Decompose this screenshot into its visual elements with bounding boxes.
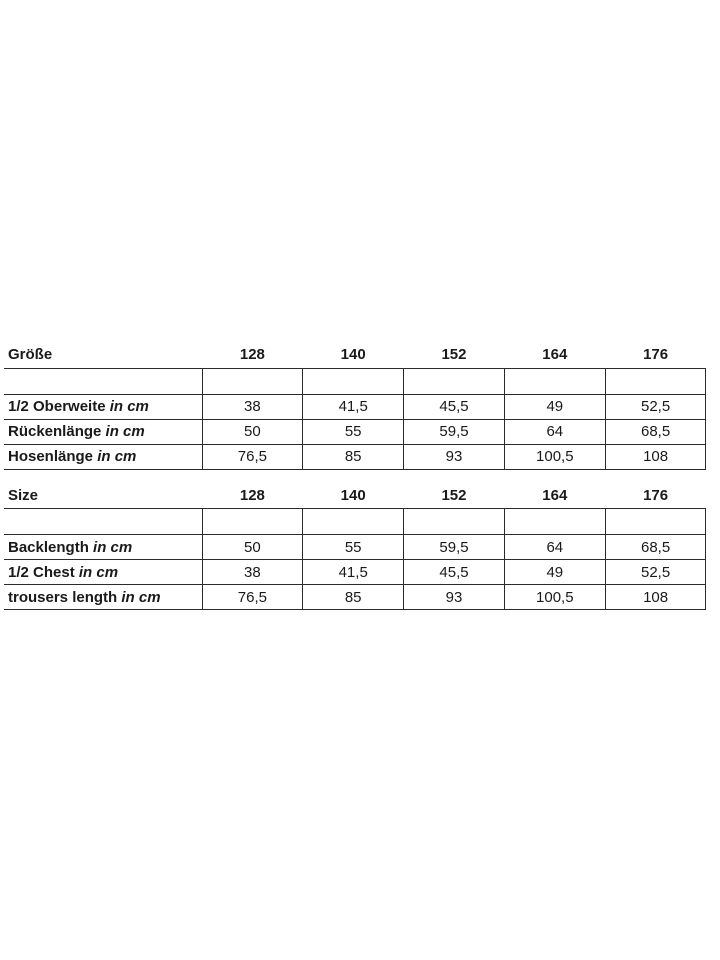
measurement-value: 85 — [303, 444, 404, 469]
measurement-value: 64 — [504, 419, 605, 444]
size-column-header: 128 — [202, 483, 303, 509]
row-label — [4, 535, 202, 560]
table-row — [4, 444, 706, 469]
measurement-value: 68,5 — [605, 419, 706, 444]
size-column-header: 176 — [605, 483, 706, 509]
measurement-name: Backlength — [8, 538, 89, 556]
measurement-value: 45,5 — [404, 394, 505, 419]
row-label — [4, 585, 202, 610]
size-table-german — [4, 342, 706, 470]
measurement-unit: in cm — [105, 423, 145, 440]
measurement-name: 1/2 Chest — [8, 563, 75, 581]
measurement-value: 100,5 — [504, 585, 605, 610]
row-label — [4, 444, 202, 469]
size-column-header: 140 — [303, 342, 404, 368]
size-table-english — [4, 483, 706, 611]
size-column-header: 164 — [504, 483, 605, 509]
measurement-value: 52,5 — [605, 394, 706, 419]
measurement-value: 38 — [202, 560, 303, 585]
measurement-value: 93 — [404, 444, 505, 469]
table-row — [4, 585, 706, 610]
measurement-value: 108 — [605, 585, 706, 610]
measurement-value: 85 — [303, 585, 404, 610]
row-label — [4, 560, 202, 585]
spacer-row — [4, 509, 706, 535]
measurement-unit: in cm — [93, 538, 133, 556]
measurement-value: 108 — [605, 444, 706, 469]
measurement-name: Rückenlänge — [8, 423, 102, 440]
measurement-value: 76,5 — [202, 444, 303, 469]
measurement-unit: in cm — [78, 563, 119, 581]
size-column-header: 140 — [303, 483, 404, 509]
table-header-row — [4, 483, 706, 509]
measurement-value: 41,5 — [303, 394, 404, 419]
measurement-value: 68,5 — [605, 535, 706, 560]
size-column-header: 176 — [605, 342, 706, 368]
measurement-value: 38 — [202, 394, 303, 419]
measurement-value: 76,5 — [202, 585, 303, 610]
measurement-value: 45,5 — [404, 560, 505, 585]
size-column-header: 128 — [202, 342, 303, 368]
measurement-value: 55 — [303, 419, 404, 444]
measurement-value: 49 — [504, 560, 605, 585]
size-column-header: 164 — [504, 342, 605, 368]
table-row — [4, 419, 706, 444]
row-label — [4, 394, 202, 419]
table-header-row — [4, 342, 706, 368]
measurement-value: 49 — [504, 394, 605, 419]
size-column-header: 152 — [404, 342, 505, 368]
size-chart-container — [4, 342, 706, 610]
measurement-value: 93 — [404, 585, 505, 610]
row-label — [4, 419, 202, 444]
measurement-value: 59,5 — [404, 535, 505, 560]
measurement-name: trousers length — [8, 588, 118, 606]
measurement-value: 50 — [202, 535, 303, 560]
measurement-value: 55 — [303, 535, 404, 560]
table-row — [4, 560, 706, 585]
measurement-name: 1/2 Oberweite — [8, 398, 106, 415]
table-row — [4, 394, 706, 419]
measurement-name: Hosenlänge — [8, 448, 94, 465]
table-title: Size — [4, 483, 202, 509]
table-title: Größe — [4, 342, 202, 368]
measurement-value: 64 — [504, 535, 605, 560]
measurement-value: 100,5 — [504, 444, 605, 469]
measurement-value: 41,5 — [303, 560, 404, 585]
measurement-unit: in cm — [109, 398, 149, 415]
size-column-header: 152 — [404, 483, 505, 509]
measurement-value: 50 — [202, 419, 303, 444]
measurement-unit: in cm — [121, 588, 161, 606]
table-row — [4, 535, 706, 560]
measurement-unit: in cm — [97, 448, 137, 465]
measurement-value: 52,5 — [605, 560, 706, 585]
spacer-row — [4, 368, 706, 394]
measurement-value: 59,5 — [404, 419, 505, 444]
